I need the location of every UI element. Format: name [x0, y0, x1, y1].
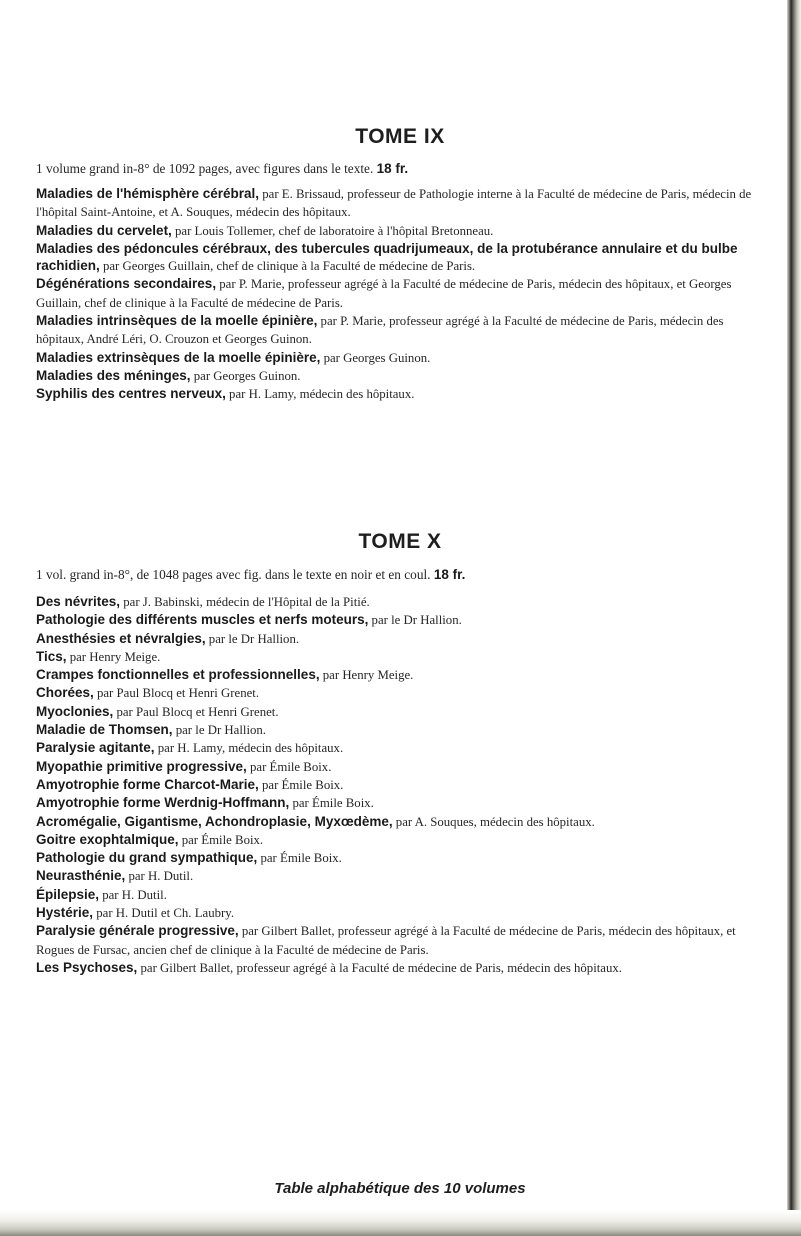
- entry-authors: par Paul Blocq et Henri Grenet.: [93, 686, 260, 701]
- entry-authors: par Georges Guinon.: [320, 350, 431, 365]
- entry-title: Maladies des méninges,: [36, 367, 191, 383]
- entry-title: Maladies de l'hémisphère cérébral,: [36, 186, 260, 201]
- entry-title: Syphilis des centres nerveux,: [36, 386, 226, 402]
- tome-9-volume-text: 1 volume grand in-8° de 1092 pages, avec figures dans le texte.: [36, 161, 377, 176]
- page-edge-shadow-bottom: [0, 1210, 801, 1236]
- entry-title: Goitre exophtalmique,: [36, 831, 179, 847]
- list-item: [36, 776, 768, 794]
- list-item: [36, 739, 768, 757]
- list-item: [36, 794, 768, 812]
- entry-title: Maladies du cervelet,: [36, 222, 172, 238]
- entry-authors: par E. Brissaud, professeur de Pathologie interne à la Faculté de médecine de Paris, médecin de l'hôpital Saint-Antoine, et A. Souques, médecin des hôpitaux.: [36, 187, 752, 220]
- entry-title: Acromégalie, Gigantisme, Achondroplasie, Myxœdème,: [36, 813, 393, 829]
- entry-authors: par Louis Tollemer, chef de laboratoire à l'hôpital Bretonneau.: [171, 223, 494, 238]
- entry-title: Amyotrophie forme Charcot-Marie,: [36, 776, 259, 792]
- entry-authors: par le Dr Hallion.: [205, 631, 300, 646]
- entry-authors: par Émile Boix.: [257, 851, 342, 866]
- entry-title: Maladies extrinsèques de la moelle épinière,: [36, 349, 321, 365]
- entry-title: Les Psychoses,: [36, 959, 138, 975]
- list-item: [36, 611, 768, 629]
- list-item: [36, 758, 768, 776]
- list-item: [36, 703, 768, 721]
- entry-authors: par Émile Boix.: [178, 832, 264, 847]
- list-item: [36, 367, 768, 385]
- list-item: [36, 666, 768, 684]
- entry-authors: par Paul Blocq et Henri Grenet.: [113, 704, 279, 719]
- entry-authors: par Georges Guillain, chef de clinique à la Faculté de médecine de Paris.: [99, 259, 476, 274]
- entry-authors: par P. Marie, professeur agrégé à la Faculté de médecine de Paris, médecin des hôpitaux, André Léri, O. Crouzon et Georges Guinon.: [36, 314, 724, 347]
- list-item: [36, 959, 768, 977]
- entry-title: Crampes fonctionnelles et professionnelles,: [36, 667, 320, 683]
- list-item: [36, 904, 768, 922]
- entry-authors: par Émile Boix.: [289, 796, 374, 811]
- entry-authors: par H. Dutil.: [125, 869, 194, 884]
- entry-authors: par Gilbert Ballet, professeur agrégé à la Faculté de médecine de Paris, médecin des hôpitaux.: [137, 960, 622, 975]
- list-item: [36, 222, 768, 240]
- entry-authors: par le Dr Hallion.: [172, 723, 266, 738]
- entry-authors: par Henry Meige.: [319, 668, 414, 683]
- list-item: [36, 275, 768, 312]
- tome-9-price: 18 fr.: [376, 161, 409, 176]
- list-item: [36, 385, 768, 403]
- entry-authors: par Émile Boix.: [258, 777, 344, 792]
- entry-authors: par H. Lamy, médecin des hôpitaux.: [154, 741, 344, 756]
- list-item: [36, 312, 768, 349]
- list-item: [36, 886, 768, 904]
- entry-title: Maladie de Thomsen,: [36, 722, 173, 738]
- tome-9-heading: TOME IX: [355, 125, 445, 148]
- entry-authors: par H. Dutil.: [99, 887, 167, 902]
- entry-authors: par P. Marie, professeur agrégé à la Faculté de médecine de Paris, médecin des hôpitaux, et Georges Guillain, chef de clinique à la Faculté de médecine de Paris.: [36, 277, 732, 310]
- entry-title: Hystérie,: [36, 905, 94, 921]
- entry-authors: par Gilbert Ballet, professeur agrégé à la Faculté de médecine de Paris, médecin des hôpitaux, et Rogues de Fursac, ancien chef de clinique à la Faculté de médecine de Paris.: [36, 924, 736, 957]
- entry-title: Maladies intrinsèques de la moelle épinière,: [36, 313, 318, 329]
- entry-authors: par Henry Meige.: [66, 649, 161, 664]
- list-item: [36, 813, 768, 831]
- entry-authors: par A. Souques, médecin des hôpitaux.: [392, 814, 595, 829]
- entry-title: Paralysie agitante,: [36, 740, 155, 756]
- entry-title: Anesthésies et névralgies,: [36, 630, 206, 646]
- page-edge-shadow-right: [787, 0, 801, 1236]
- entry-title: Chorées,: [36, 685, 94, 701]
- list-item: [36, 721, 768, 739]
- entry-authors: par H. Dutil et Ch. Laubry.: [93, 906, 235, 921]
- list-item: [36, 867, 768, 885]
- entry-title: Pathologie du grand sympathique,: [36, 850, 258, 866]
- list-item: [36, 185, 768, 222]
- entry-title: Tics,: [36, 648, 67, 664]
- tome-10-volume-text: 1 vol. grand in-8°, de 1048 pages avec fig. dans le texte en noir et en coul.: [36, 567, 434, 582]
- entry-title: Maladies des pédoncules cérébraux, des tubercules quadrijumeaux, de la protubérance annulaire et du bulbe rachidien,: [36, 240, 738, 274]
- list-item: [36, 593, 768, 611]
- entry-authors: par J. Babinski, médecin de l'Hôpital de la Pitié.: [120, 595, 370, 609]
- tome-10-entries: [36, 593, 768, 977]
- list-item: [36, 630, 768, 648]
- entry-title: Amyotrophie forme Werdnig-Hoffmann,: [36, 795, 290, 811]
- list-item: [36, 831, 768, 849]
- entry-title: Pathologie des différents muscles et nerfs moteurs,: [36, 612, 369, 628]
- list-item: [36, 922, 768, 959]
- entry-authors: par H. Lamy, médecin des hôpitaux.: [225, 387, 415, 402]
- entry-title: Des névrites,: [36, 594, 121, 609]
- entry-authors: par Georges Guinon.: [190, 368, 301, 383]
- entry-authors: par Émile Boix.: [246, 759, 332, 774]
- list-item: [36, 240, 768, 276]
- entry-title: Épilepsie,: [36, 886, 100, 902]
- entry-title: Myoclonies,: [36, 703, 114, 719]
- list-item: [36, 849, 768, 867]
- list-item: [36, 349, 768, 367]
- list-item: [36, 648, 768, 666]
- tome-9-entries: [36, 185, 768, 404]
- tome-10-price: 18 fr.: [433, 567, 466, 582]
- entry-authors: par le Dr Hallion.: [368, 613, 462, 628]
- footer-index-title: Table alphabétique des 10 volumes: [274, 1180, 526, 1197]
- tome-10-volume-description: [36, 566, 764, 583]
- entry-title: Neurasthénie,: [36, 868, 126, 884]
- list-item: [36, 684, 768, 702]
- tome-9-volume-description: [36, 160, 764, 177]
- entry-title: Paralysie générale progressive,: [36, 923, 239, 939]
- entry-title: Dégénérations secondaires,: [36, 276, 217, 292]
- tome-10-heading: TOME X: [358, 530, 442, 553]
- entry-title: Myopathie primitive progressive,: [36, 758, 247, 774]
